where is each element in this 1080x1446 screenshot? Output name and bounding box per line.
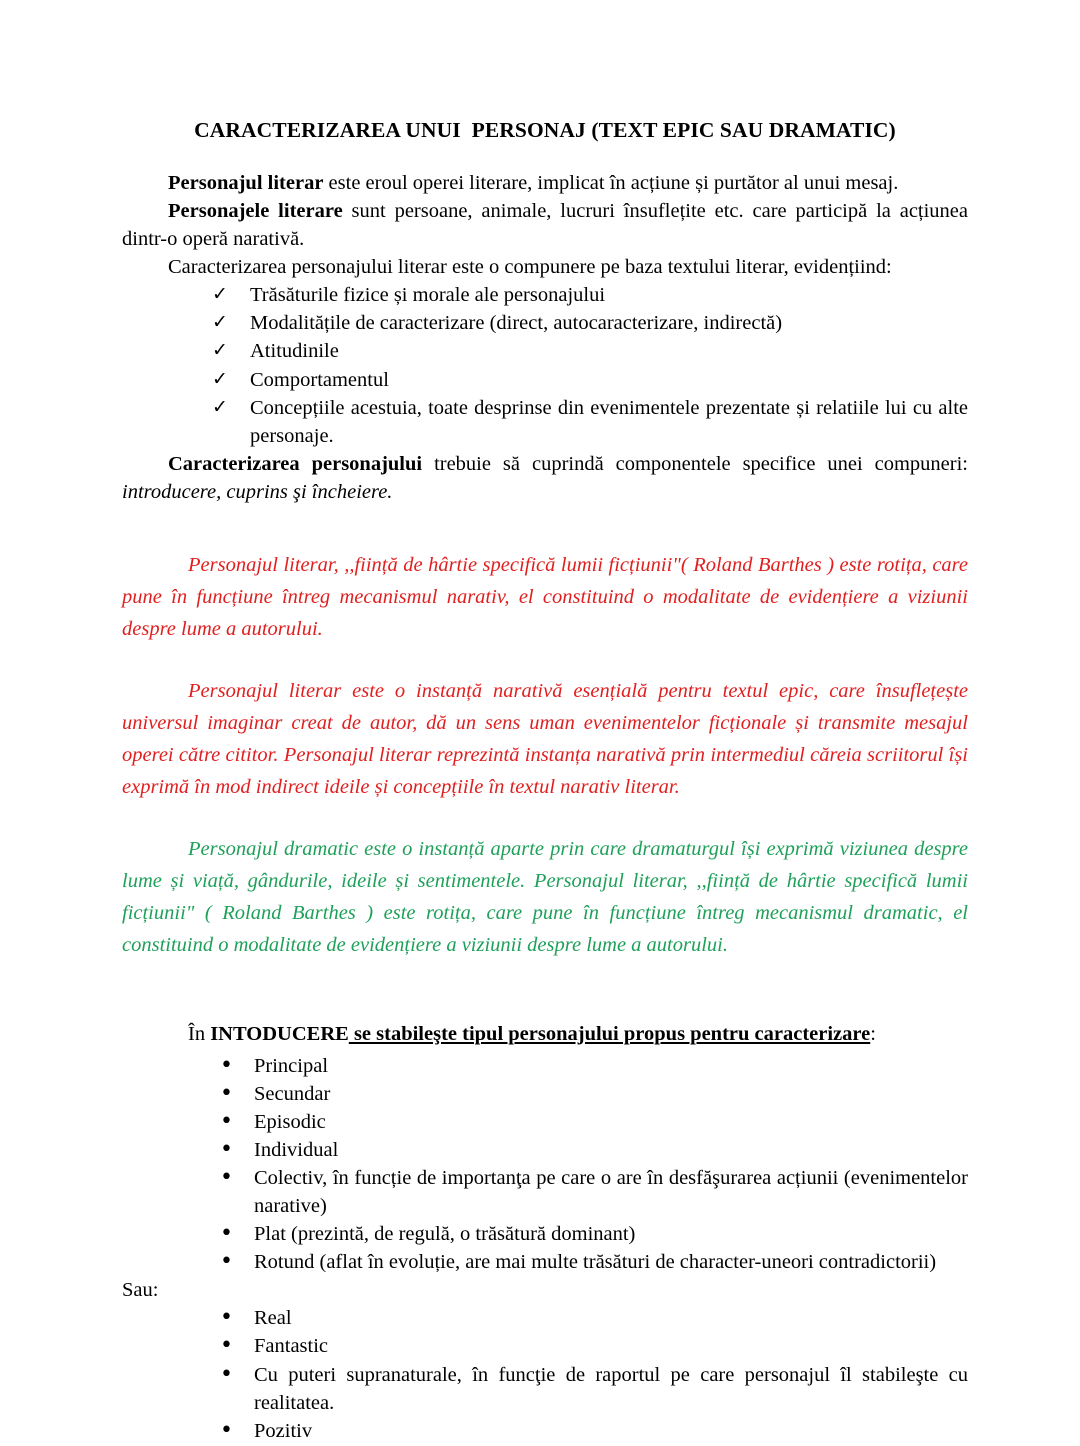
bold-lead-caracterizarea: Caracterizarea personajului bbox=[168, 452, 423, 475]
italic-componente-tail: introducere, cuprins şi încheiere. bbox=[122, 480, 393, 503]
list-item: • Episodic bbox=[122, 1108, 968, 1136]
list-item: • Individual bbox=[122, 1136, 968, 1164]
bold-lead-personajele-literare: Personajele literare bbox=[168, 200, 343, 223]
list-item: • Plat (prezintă, de regulă, o trăsătură dominant) bbox=[122, 1220, 968, 1248]
character-type-list-2 bbox=[122, 1304, 968, 1444]
heading-bold-word: INTODUCERE bbox=[210, 1022, 349, 1045]
list-item: ✓ Atitudinile bbox=[122, 337, 968, 365]
character-type-list-1 bbox=[122, 1052, 968, 1277]
list-item: • Fantastic bbox=[122, 1332, 968, 1360]
heading-suffix: : bbox=[870, 1022, 876, 1045]
red-paragraph-1: Personajul literar, ,,ființă de hârtie specifică lumii ficțiunii"( Roland Barthes ) este rotița, care pune în funcțiune întreg mecanismul narativ, el constituind o modalitate de evidențiere a viziunii despre lume a autorului. bbox=[122, 553, 968, 640]
paragraph-personajul-literar bbox=[122, 169, 968, 197]
list-item: • Secundar bbox=[122, 1080, 968, 1108]
paragraph-personajul-literar-rest: este eroul operei literare, implicat în acțiune și purtător al unui mesaj. bbox=[323, 172, 899, 194]
paragraph-componente-rest: trebuie să cuprindă componentele specifice unei compuneri: bbox=[422, 452, 968, 475]
list-item: • Cu puteri supranaturale, în funcţie de raportul pe care personajul îl stabileşte cu realitatea. bbox=[122, 1361, 968, 1417]
list-item: • Rotund (aflat în evoluție, are mai multe trăsături de character-uneori contradictorii) bbox=[122, 1248, 968, 1276]
green-paragraph-1: Personajul dramatic este o instanță aparte prin care dramaturgul își exprimă viziunea despre lume și viață, gândurile, ideile și sentimentele. Personajul literar, ,,ființă de hârtie specifică lumii ficțiunii" ( Roland Barthes ) este rotița, care pune în funcțiune întreg mecanismul dramatic, el constituind o modalitate de evidențiere a viziunii despre lume a autorului. bbox=[122, 837, 968, 956]
section-heading-introducere bbox=[122, 1020, 968, 1048]
heading-prefix: În bbox=[188, 1022, 211, 1045]
spacer bbox=[122, 804, 968, 834]
list-item: ✓ Comportamentul bbox=[122, 366, 968, 394]
paragraph-caracterizarea-intro: Caracterizarea personajului literar este o compunere pe baza textului literar, evidențiind: bbox=[168, 256, 892, 279]
list-item: • Principal bbox=[122, 1052, 968, 1080]
list-item: • Colectiv, în funcție de importanţa pe care o are în desfăşurarea acțiunii (evenimentelor narative) bbox=[122, 1164, 968, 1220]
paragraph-personajele-literare bbox=[122, 197, 968, 253]
list-item: • Real bbox=[122, 1304, 968, 1332]
spacer bbox=[122, 962, 968, 1020]
checkmark-list bbox=[122, 281, 968, 449]
list-item: ✓ Trăsăturile fizice și morale ale personajului bbox=[122, 281, 968, 309]
list-item: • Pozitiv bbox=[122, 1417, 968, 1445]
page-title: CARACTERIZAREA UNUI PERSONAJ (TEXT EPIC SAU DRAMATIC) bbox=[194, 118, 896, 142]
list-item: ✓ Modalitățile de caracterizare (direct, autocaracterizare, indirectă) bbox=[122, 309, 968, 337]
paragraph-componente bbox=[122, 450, 968, 506]
sau-label: Sau: bbox=[122, 1279, 159, 1302]
heading-underlined-text: se stabileşte tipul personajului propus pentru caracterizare bbox=[348, 1022, 871, 1045]
bold-lead-personajul-literar: Personajul literar bbox=[168, 172, 324, 194]
spacer bbox=[122, 506, 968, 550]
red-paragraph-2: Personajul literar este o instanță narativă esențială pentru textul epic, care însuflețește universul imaginar creat de autor, dă un sens uman evenimentelor ficționale și transmite mesajul operei către cititor. Personajul literar reprezintă instanța narativă prin intermediul căreia scriitorul își exprimă în mod indirect ideile și concepțiile în textul narativ literar. bbox=[122, 679, 968, 798]
spacer bbox=[122, 646, 968, 676]
list-item: ✓ Concepțiile acestuia, toate desprinse din evenimentele prezentate și relatiile lui cu alte personaje. bbox=[122, 394, 968, 450]
paragraph-personajele-literare-rest: sunt persoane, animale, lucruri însuflețite etc. care participă la acțiunea dintr-o operă narativă. bbox=[122, 200, 969, 251]
